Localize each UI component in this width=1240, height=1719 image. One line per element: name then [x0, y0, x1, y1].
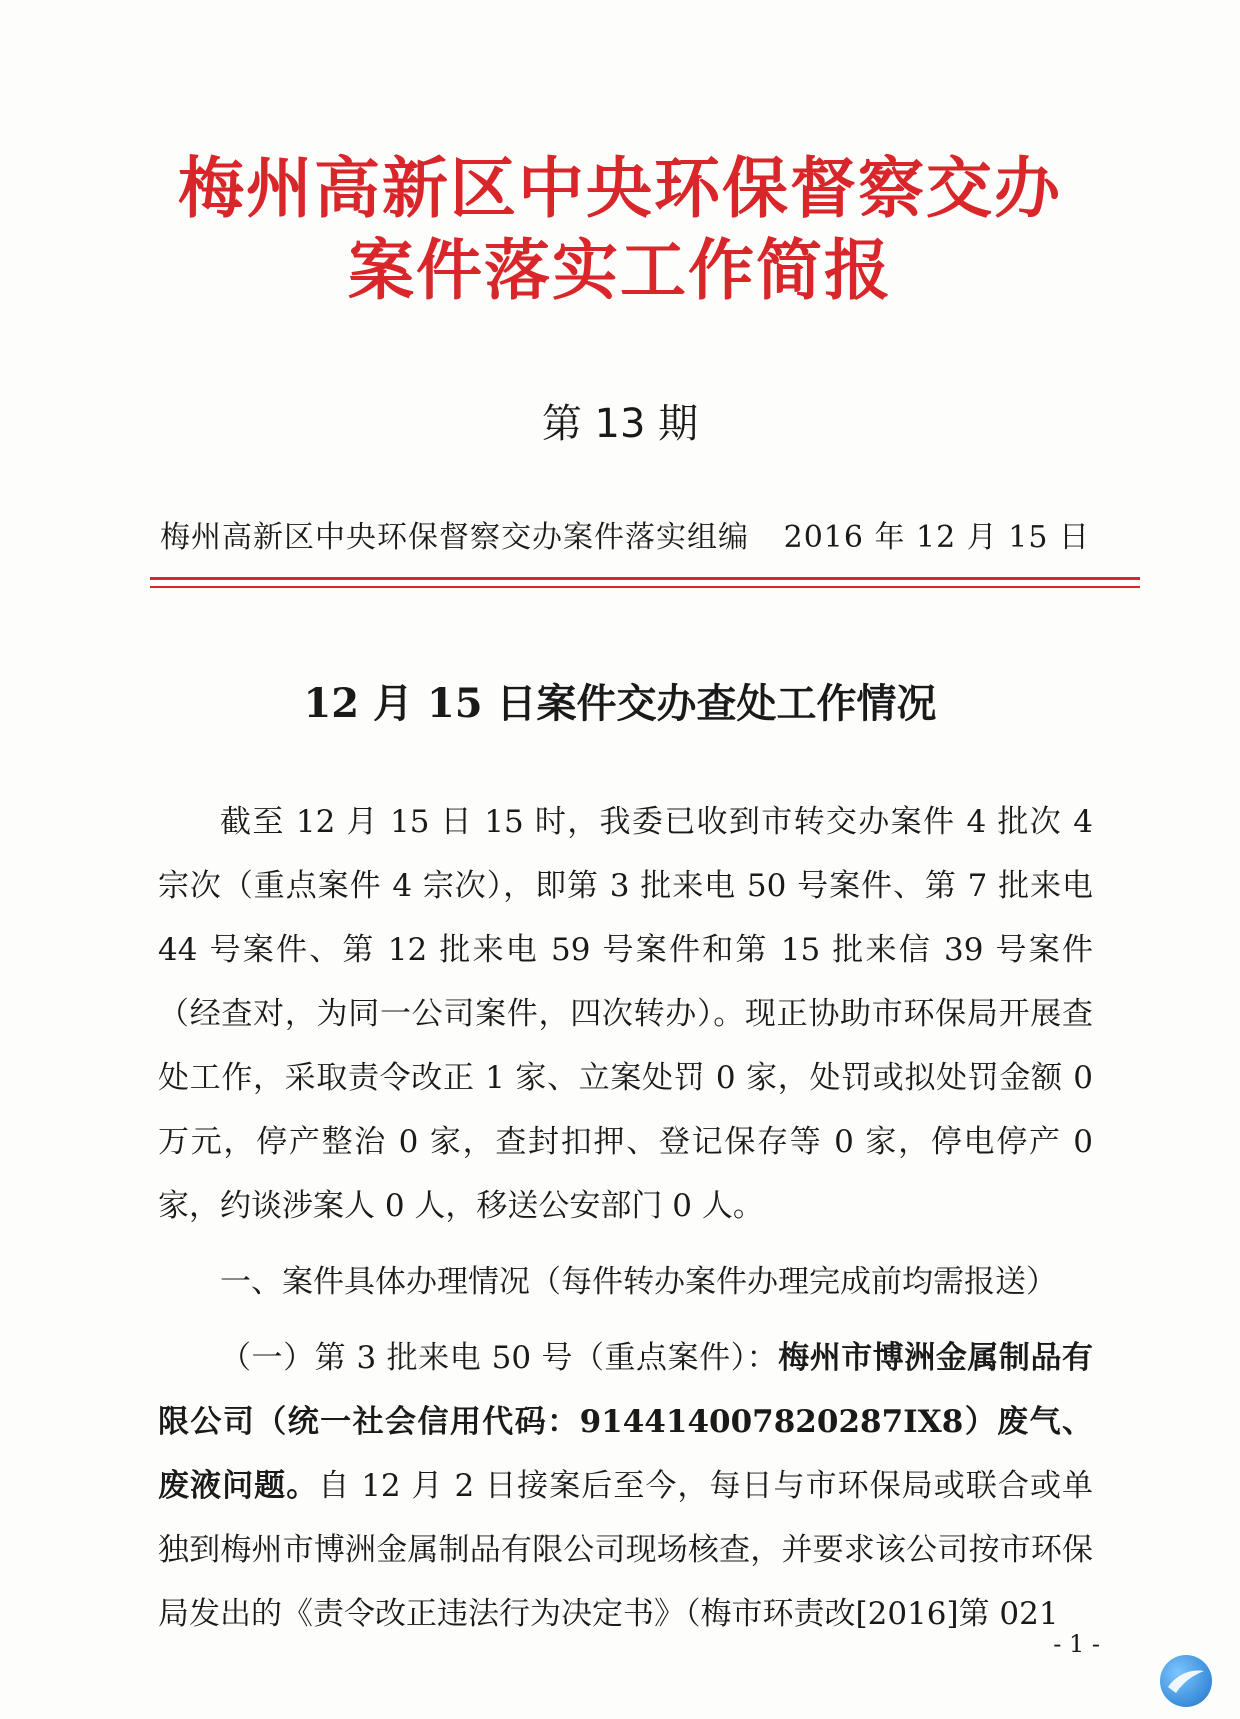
watermark-logo-icon — [1160, 1655, 1212, 1707]
case-detail: 自 12 月 2 日接案后至今，每日与市环保局或联合或单独到梅州市博洲金属制品有限公司现场核查，并要求该公司按市环保局发出的《责令改正违法行为决定书》（梅市环责改[2016]第 021 — [158, 1468, 1093, 1632]
case-lead: （一）第 3 批来电 50 号（重点案件）： — [220, 1340, 779, 1376]
bulletin-title — [0, 148, 1240, 312]
paragraph-case-1 — [158, 1326, 1093, 1646]
header-divider-thick — [150, 577, 1140, 580]
issue-number: 第 13 期 — [541, 401, 699, 447]
publish-date: 2016 年 12 月 15 日 — [783, 520, 1090, 555]
title-line-2: 案件落实工作简报 — [348, 232, 892, 309]
title-line-1: 梅州高新区中央环保督察交办 — [178, 150, 1062, 227]
header-divider-thin — [150, 586, 1140, 588]
paragraph-summary: 截至 12 月 15 日 15 时，我委已收到市转交办案件 4 批次 4 宗次（重点案件 4 宗次），即第 3 批来电 50 号案件、第 7 批来电 44 号案件、第 12 批来电 59 号案件和第 15 批来信 39 号案件（经查对，为同一公司案件，四次转办）。现正协助市环保局开展查处工作，采取责令改正 1 家、立案处罚 0 家，处罚或拟处罚金额 0 万元，停产整治 0 家，查封扣押、登记保存等 0 家，停电停产 0 家，约谈涉案人 0 人，移送公安部门 0 人。 — [158, 804, 1093, 1224]
section-title: 12 月 15 日案件交办查处工作情况 — [303, 680, 937, 727]
case-company: 梅州市博洲金属制品有限公司（统一社会信用代码：914414007820287IX8）废气、废液问题。 — [158, 1340, 1093, 1504]
byline — [160, 512, 1090, 556]
body-text — [158, 790, 1093, 1658]
page-number: - 1 - — [1053, 1630, 1100, 1658]
editor-name: 梅州高新区中央环保督察交办案件落实组编 — [160, 520, 749, 555]
paragraph-heading-1: 一、案件具体办理情况（每件转办案件办理完成前均需报送） — [220, 1264, 1057, 1300]
